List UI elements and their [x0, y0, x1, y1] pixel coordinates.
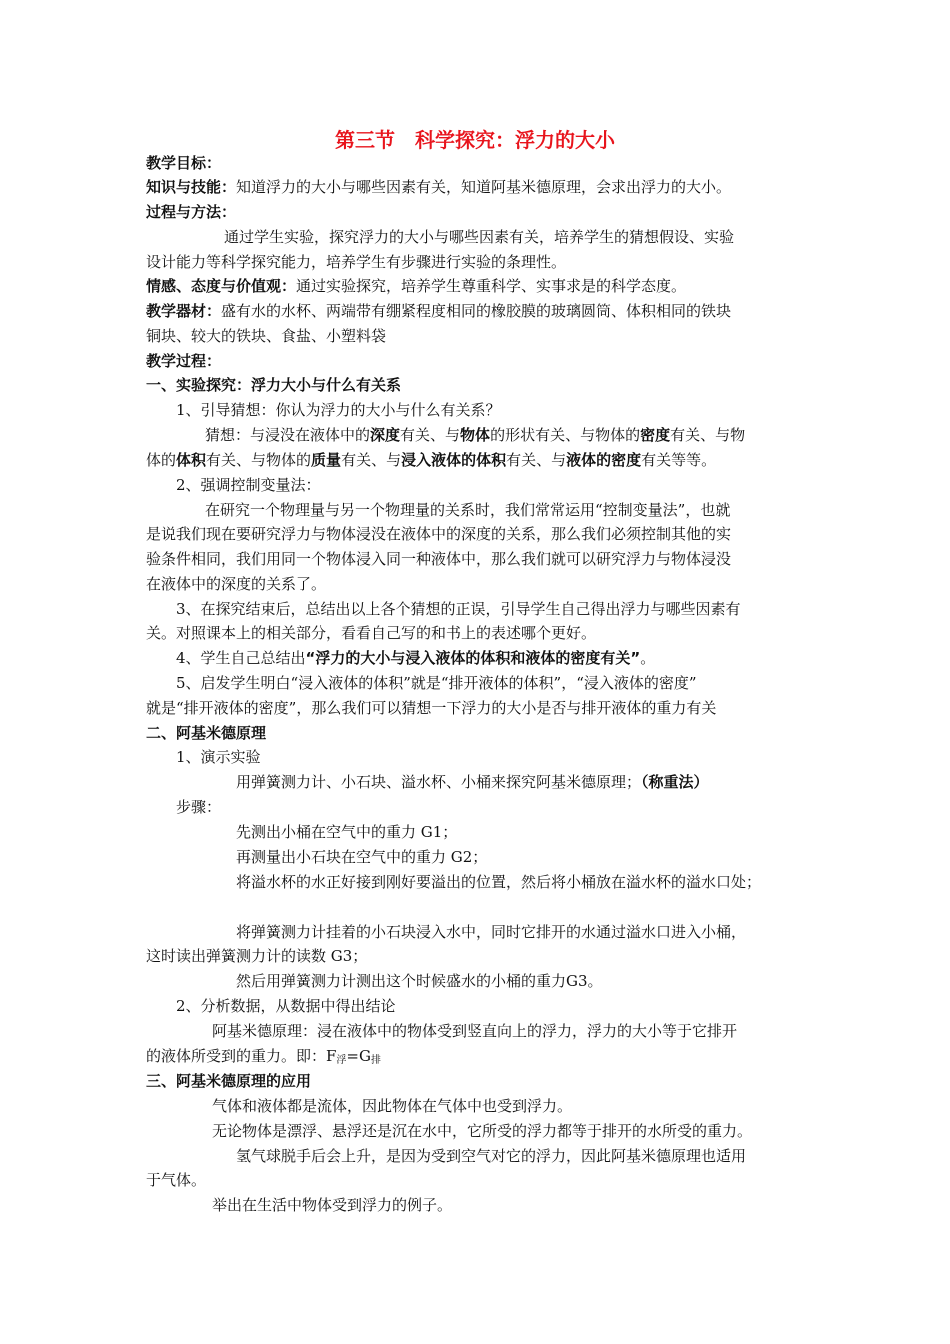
steps-label: 步骤：: [176, 798, 222, 816]
guess-text: 有关、与: [341, 451, 402, 469]
guess-bold: 液体的密度: [566, 451, 642, 469]
control-text-2: 是说我们现在要研究浮力与物体浸没在液体中的深度的关系，那么我们必须控制其他的实: [146, 525, 732, 543]
application-3-1: 氢气球脱手后会上升，是因为受到空气对它的浮力，因此阿基米德原理也适用: [236, 1147, 747, 1165]
equipment-line: [146, 300, 731, 322]
application-1: 气体和液体都是流体，因此物体在气体中也受到浮力。: [212, 1097, 573, 1115]
section1-heading: 一、实验探究：浮力大小与什么有关系: [146, 376, 402, 394]
process-heading: 教学过程：: [146, 352, 222, 370]
goals-heading: 教学目标：: [146, 154, 222, 172]
guess-bold: 密度: [640, 426, 671, 444]
item4-text: 。: [640, 649, 656, 667]
guess-text: 有关、与: [506, 451, 567, 469]
step-1: 先测出小桶在空气中的重力 G1；: [236, 823, 458, 841]
guess-text: 体的: [146, 451, 177, 469]
process-text-1: 通过学生实验，探究浮力的大小与哪些因素有关，培养学生的猜想假设、实验: [224, 228, 735, 246]
guess-bold: 体积: [176, 451, 207, 469]
equipment-text-1: 盛有水的水杯、两端带有绷紧程度相同的橡胶膜的玻璃圆筒、体积相同的铁块: [221, 302, 732, 320]
section1-item1: 1、引导猜想：你认为浮力的大小与什么有关系？: [176, 401, 501, 419]
application-3-2: 于气体。: [146, 1171, 207, 1189]
principle-text: =G: [346, 1047, 371, 1065]
step-5: 然后用弹簧测力计测出这个时候盛水的小桶的重力G3。: [236, 972, 603, 990]
application-4: 举出在生活中物体受到浮力的例子。: [212, 1196, 453, 1214]
section1-item4: [176, 647, 655, 669]
subscript-buoyancy: 浮: [336, 1055, 347, 1066]
equipment-label: 教学器材：: [146, 302, 222, 320]
step-3: 将溢水杯的水正好接到刚好要溢出的位置，然后将小桶放在溢水杯的溢水口处；: [236, 873, 762, 891]
section2-item2: 2、分析数据，从数据中得出结论: [176, 997, 396, 1015]
section1-item2: 2、强调控制变量法：: [176, 476, 321, 494]
section2-heading: 二、阿基米德原理: [146, 724, 267, 742]
guess-bold: 质量: [311, 451, 342, 469]
guess-text: 的形状有关、与物体的: [490, 426, 641, 444]
step-4-2: 这时读出弹簧测力计的读数 G3；: [146, 947, 368, 965]
knowledge-label: 知识与技能：: [146, 178, 237, 196]
control-text-3: 验条件相同，我们用同一个物体浸入同一种液体中，那么我们就可以研究浮力与物体浸没: [146, 550, 732, 568]
control-text-1: 在研究一个物理量与另一个物理量的关系时，我们常常运用“控制变量法”，也就: [205, 501, 731, 519]
process-text-2: 设计能力等科学探究能力，培养学生有步骤进行实验的条理性。: [146, 253, 567, 271]
guess-text: 有关、与物体的: [206, 451, 312, 469]
section3-heading: 三、阿基米德原理的应用: [146, 1072, 312, 1090]
item4-bold: “浮力的大小与浸入液体的体积和液体的密度有关”: [305, 649, 641, 667]
demo-method: （称重法）: [641, 773, 709, 791]
section1-item3-1: 3、在探究结束后，总结出以上各个猜想的正误，引导学生自己得出浮力与哪些因素有: [176, 600, 741, 618]
knowledge-line: [146, 176, 731, 198]
page-title: 第三节 科学探究：浮力的大小: [335, 128, 615, 152]
equipment-text-2: 铜块、较大的铁块、食盐、小塑料袋: [146, 327, 387, 345]
guess-text: 有关等等。: [641, 451, 717, 469]
principle-text: 的液体所受到的重力。即：F: [146, 1047, 337, 1065]
step-2: 再测量出小石块在空气中的重力 G2；: [236, 848, 488, 866]
guess-line-1: [205, 424, 745, 446]
emotion-text: 通过实验探究，培养学生尊重科学、实事求是的科学态度。: [296, 277, 687, 295]
subscript-displaced: 排: [370, 1055, 381, 1066]
item4-text: 4、学生自己总结出: [176, 649, 306, 667]
process-label: 过程与方法：: [146, 203, 237, 221]
demo-line: [236, 771, 709, 793]
emotion-label: 情感、态度与价值观：: [146, 277, 297, 295]
section1-item5-2: 就是“排开液体的密度”，那么我们可以猜想一下浮力的大小是否与排开液体的重力有关: [146, 699, 717, 717]
guess-text: 猜想：与浸没在液体中的: [205, 426, 371, 444]
principle-text-1: 阿基米德原理：浸在液体中的物体受到竖直向上的浮力，浮力的大小等于它排开: [212, 1022, 738, 1040]
control-text-4: 在液体中的深度的关系了。: [146, 575, 327, 593]
knowledge-text: 知道浮力的大小与哪些因素有关，知道阿基米德原理，会求出浮力的大小。: [236, 178, 732, 196]
section1-item5-1: 5、启发学生明白“浸入液体的体积”就是“排开液体的体积”，“浸入液体的密度”: [176, 674, 697, 692]
principle-text-2: [146, 1045, 381, 1072]
guess-bold: 物体: [460, 426, 491, 444]
application-2: 无论物体是漂浮、悬浮还是沉在水中，它所受的浮力都等于排开的水所受的重力。: [212, 1122, 753, 1140]
section1-item3-2: 关。对照课本上的相关部分，看看自己写的和书上的表述哪个更好。: [146, 624, 597, 642]
guess-bold: 浸入液体的体积: [401, 451, 507, 469]
guess-bold: 深度: [370, 426, 401, 444]
guess-line-2: [146, 449, 716, 471]
demo-text: 用弹簧测力计、小石块、溢水杯、小桶来探究阿基米德原理；: [236, 773, 642, 791]
guess-text: 有关、与: [400, 426, 461, 444]
guess-text: 有关、与物: [670, 426, 746, 444]
section2-item1: 1、演示实验: [176, 748, 261, 766]
step-4-1: 将弹簧测力计挂着的小石块浸入水中，同时它排开的水通过溢水口进入小桶，: [236, 923, 747, 941]
emotion-line: [146, 275, 686, 297]
